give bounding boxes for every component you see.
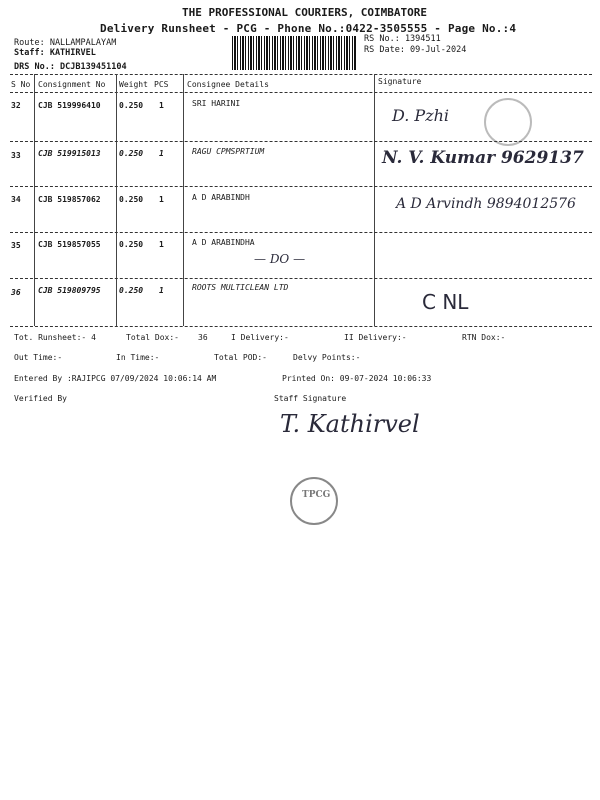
staff-label: Staff: KATHIRVEL [14, 48, 96, 58]
column-separator [34, 74, 35, 326]
column-header-weight: Weight [119, 80, 148, 89]
total-pod-label: Total POD:- [214, 353, 267, 362]
total-dox-value: 36 [198, 333, 208, 342]
row-weight: 0.250 [119, 240, 144, 249]
row-divider [10, 186, 592, 187]
column-header-sno: S No [11, 80, 31, 89]
row-pcs: 1 [159, 240, 164, 249]
row-consignee: ROOTS MULTICLEAN LTD [192, 283, 289, 292]
row-sno: 36 [11, 288, 21, 297]
rs-date: RS Date: 09-Jul-2024 [364, 45, 467, 55]
staff-signature-handwritten: T. Kathirvel [280, 410, 420, 438]
row-consignment: CJB 519857062 [38, 195, 101, 204]
row-sno: 33 [11, 151, 21, 160]
row-consignee: A D ARABINDHA [192, 238, 255, 247]
row-pcs: 1 [159, 286, 164, 295]
rs-number: RS No.: 1394511 [364, 34, 441, 44]
table-bottom-rule [10, 326, 592, 327]
row-consignee: SRI HARINI [192, 99, 241, 108]
out-time-label: Out Time:- [14, 353, 63, 362]
row-consignment: CJB 519809795 [38, 286, 101, 295]
verified-by-label: Verified By [14, 394, 67, 403]
row-signature: — DO — [254, 252, 306, 266]
row-consignment: CJB 519857055 [38, 240, 101, 249]
row-divider [10, 232, 592, 233]
row-consignment: CJB 519996410 [38, 101, 101, 110]
column-header-consignee: Consignee Details [187, 80, 269, 89]
row-consignment: CJB 519915013 [38, 149, 101, 158]
column-header-consignment: Consignment No [38, 80, 106, 89]
row-divider [10, 278, 592, 279]
route-label: Route: NALLAMPALAYAM [14, 38, 117, 48]
company-title: THE PROFESSIONAL COURIERS, COIMBATORE [182, 6, 428, 19]
column-separator [116, 74, 117, 326]
table-header-rule [10, 92, 592, 93]
in-time-label: In Time:- [116, 353, 160, 362]
row-weight: 0.250 [119, 195, 144, 204]
total-dox-label: Total Dox:- [126, 333, 179, 342]
delvy-points-label: Delvy Points:- [293, 353, 361, 362]
row-pcs: 1 [159, 101, 164, 110]
barcode-image [232, 36, 357, 70]
row-weight: 0.250 [119, 101, 144, 110]
row-signature: A D Arvindh 9894012576 [396, 196, 576, 212]
row-signature: C NL [422, 290, 469, 314]
table-top-rule [10, 74, 592, 75]
company-stamp-icon [290, 477, 338, 525]
rtn-dox-label: RTN Dox:- [462, 333, 506, 342]
runsheet-title: Delivery Runsheet - PCG - Phone No.:0422-3505555 - Page No.:4 [100, 22, 517, 35]
row-sno: 32 [11, 101, 21, 110]
row-consignee: A D ARABINDH [192, 193, 250, 202]
row-sno: 34 [11, 195, 21, 204]
row-weight: 0.250 [119, 149, 144, 158]
stamp-text: TPCG [302, 490, 331, 500]
row-divider [10, 141, 592, 142]
row-signature: D. Pzhi [392, 106, 450, 125]
stamp-icon [484, 98, 532, 146]
column-separator [183, 74, 184, 326]
column-header-pcs: PCS [154, 80, 169, 89]
entered-by: Entered By :RAJIPCG 07/09/2024 10:06:14 AM [14, 374, 217, 383]
row-signature: N. V. Kumar 9629137 [382, 148, 584, 168]
row-pcs: 1 [159, 195, 164, 204]
drs-number: DRS No.: DCJB139451104 [14, 62, 127, 72]
row-weight: 0.250 [119, 286, 144, 295]
row-sno: 35 [11, 241, 21, 250]
column-header-signature: Signature [378, 77, 422, 86]
i-delivery-label: I Delivery:- [231, 333, 289, 342]
row-consignee: RAGU CPMSPRTIUM [192, 147, 265, 156]
row-pcs: 1 [159, 149, 164, 158]
printed-on: Printed On: 09-07-2024 10:06:33 [282, 374, 432, 383]
staff-signature-label: Staff Signature [274, 394, 347, 403]
total-runsheet: Tot. Runsheet:- 4 [14, 333, 96, 342]
ii-delivery-label: II Delivery:- [344, 333, 407, 342]
column-separator [374, 74, 375, 326]
